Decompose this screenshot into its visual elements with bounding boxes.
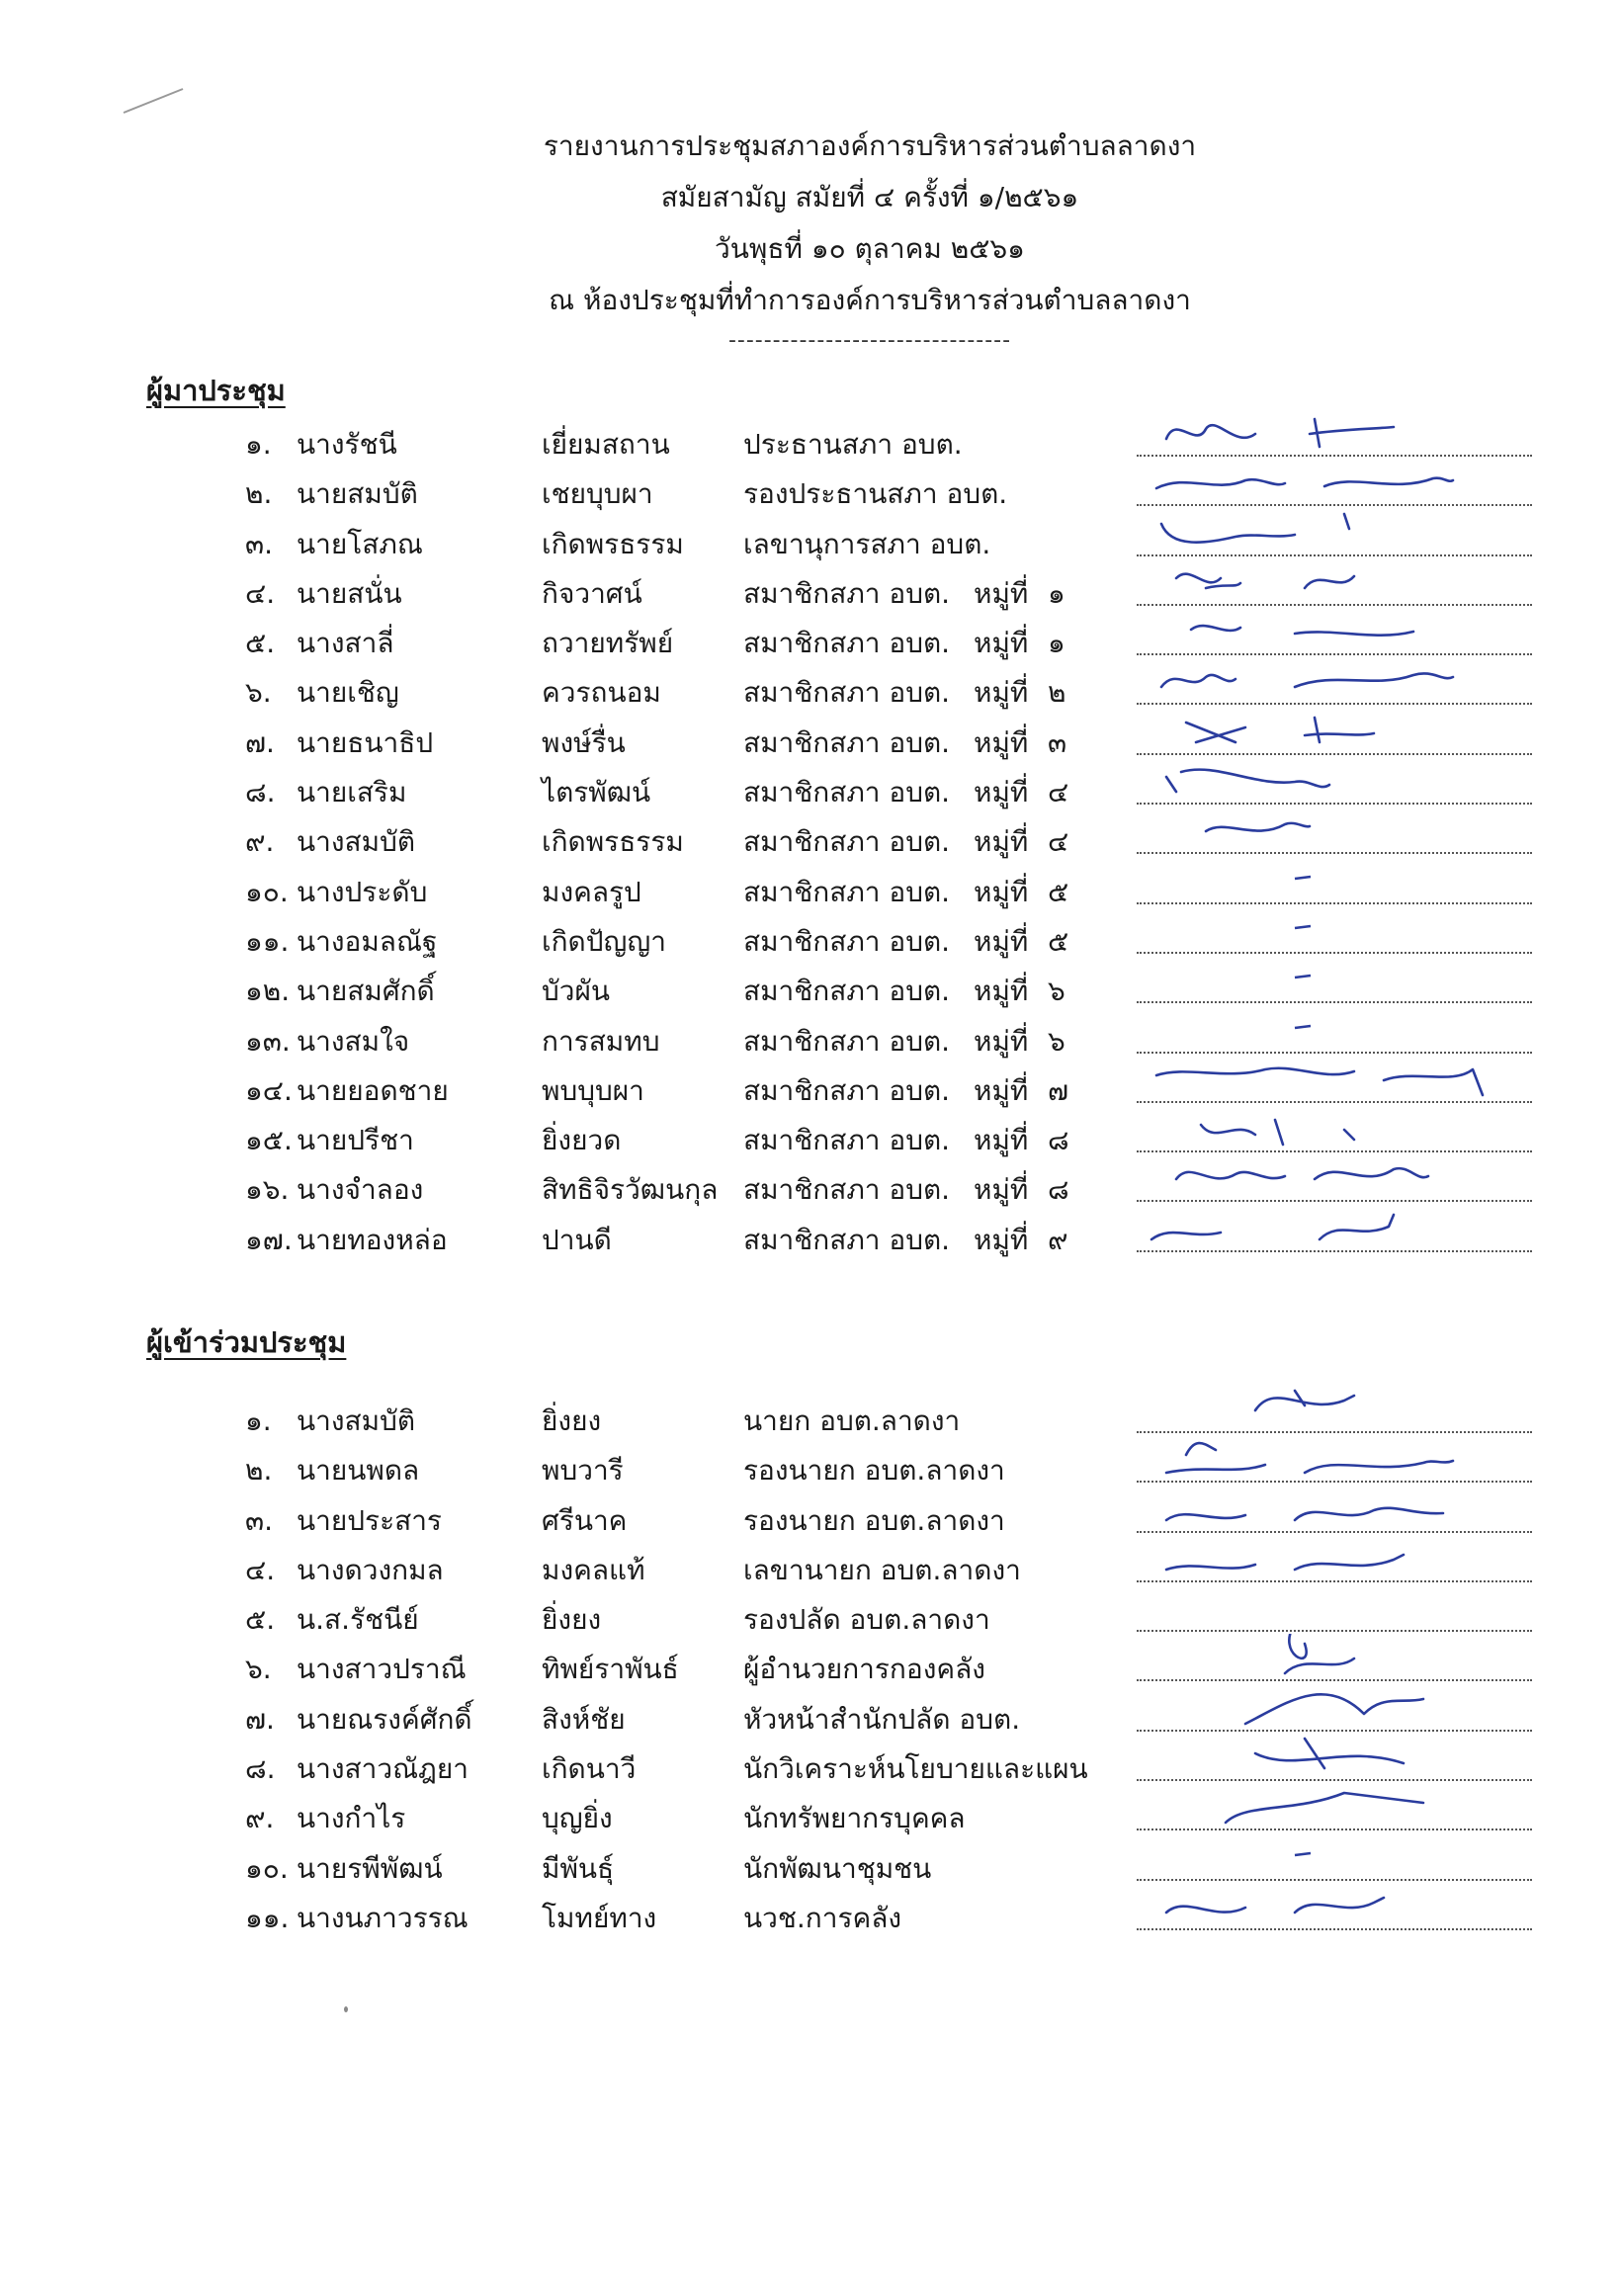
row-number: ๑๓. [245,1024,291,1058]
position: สมาชิกสภา อบต. [743,1124,951,1157]
attendee-row [0,515,1619,564]
village-number: ๔ [1048,825,1069,859]
first-name: นางสาลี่ [297,627,394,660]
row-number: ๑๐. [245,1851,289,1885]
position: สมาชิกสภา อบต. [743,1073,951,1107]
venue-line: ณ ห้องประชุมที่ทำการองค์การบริหารส่วนตำบลลาดงา [549,284,1191,316]
row-number: ๒. [245,1454,273,1488]
last-name: ไตรพัฒน์ [542,776,651,809]
row-number: ๑๒. [245,975,291,1008]
position: หัวหน้าสำนักปลัด อบต. [743,1702,1021,1736]
first-name: นายธนาธิป [297,725,434,759]
position: สมาชิกสภา อบต. [743,776,951,809]
signature [1147,1883,1532,1932]
row-number: ๑. [245,1404,272,1437]
last-name: โมทย์ทาง [542,1901,657,1934]
first-name: นางสมใจ [297,1024,410,1058]
position: นักทรัพยากรบุคคล [743,1802,966,1835]
position: นักวิเคราะห์นโยบายและแผน [743,1752,1088,1786]
village-label: หมู่ที่ [974,576,1029,610]
last-name: มงคลรูป [542,875,641,908]
row-number: ๕. [245,627,276,660]
row-number: ๓. [245,527,274,560]
participant-list [0,1392,1619,1938]
row-number: ๑. [245,428,272,461]
paper-speck [344,2006,348,2012]
last-name: พงษ์รื่น [542,725,626,759]
last-name: ถวายทรัพย์ [542,627,674,660]
signature [1147,1056,1532,1105]
first-name: นางสมบัติ [297,1404,416,1437]
participant-row [0,1441,1619,1490]
signature [1147,1386,1532,1435]
last-name: ควรถนอม [542,676,661,710]
last-name: พบวารี [542,1454,624,1488]
village-number: ๓ [1048,725,1067,759]
signature [1147,1734,1532,1783]
participant-row [0,1541,1619,1590]
village-number: ๕ [1048,875,1069,908]
position: สมาชิกสภา อบต. [743,725,951,759]
last-name: สิทธิจิรวัฒนกุล [542,1173,719,1207]
attendee-list [0,415,1619,1260]
first-name: นางจำลอง [297,1173,424,1207]
position: รองประธานสภา อบต. [743,477,1008,511]
row-number: ๔. [245,576,276,610]
signature-dash [1147,906,1532,956]
first-name: นางนภาวรรณ [297,1901,469,1934]
first-name: นายรพีพัฒน์ [297,1851,443,1885]
position: นวช.การคลัง [743,1901,902,1934]
first-name: น.ส.รัชนีย์ [297,1603,419,1637]
row-number: ๗. [245,1702,275,1736]
signature [1147,708,1532,757]
first-name: นายโสภณ [297,527,423,560]
signature [1147,1535,1532,1584]
last-name: สิงห์ชัย [542,1702,626,1736]
village-label: หมู่ที่ [974,725,1029,759]
signature [1147,1584,1532,1634]
village-label: หมู่ที่ [974,975,1029,1008]
position: สมาชิกสภา อบต. [743,676,951,710]
first-name: นางสาวณัฎยา [297,1752,469,1786]
position: เลขานายก อบต.ลาดงา [743,1553,1021,1586]
attendees-title: ผู้มาประชุม [146,374,286,407]
document-header [0,121,1619,356]
row-number: ๑๑. [245,1901,290,1934]
village-number: ๖ [1048,1024,1065,1058]
signature [1147,1435,1532,1485]
row-number: ๑๐. [245,875,289,908]
last-name: บัวผัน [542,975,611,1008]
signature [1147,1205,1532,1254]
position: สมาชิกสภา อบต. [743,875,951,908]
row-number: ๘. [245,1752,276,1786]
row-number: ๙. [245,1802,275,1835]
last-name: เกิดนาวี [542,1752,637,1786]
first-name: นายทองหล่อ [297,1223,448,1256]
row-number: ๑๔. [245,1073,293,1107]
village-label: หมู่ที่ [974,1073,1029,1107]
session-line: สมัยสามัญ สมัยที่ ๔ ครั้งที่ ๑/๒๕๖๑ [660,181,1079,213]
row-number: ๑๑. [245,924,290,958]
last-name: ยิ่งยง [542,1603,602,1637]
attendee-row [0,763,1619,812]
last-name: ยิ่งยง [542,1404,602,1437]
signature [1147,1105,1532,1154]
attendee-row [0,415,1619,465]
signature [1147,757,1532,807]
signature [1147,1154,1532,1204]
participant-row [0,1690,1619,1740]
first-name: นายสมศักดิ์ [297,975,435,1008]
paper-mark [119,83,188,123]
attendee-row [0,1211,1619,1260]
first-name: นายเชิญ [297,676,399,710]
position: สมาชิกสภา อบต. [743,825,951,859]
attendee-row [0,465,1619,514]
signature [1147,1486,1532,1535]
village-number: ๗ [1048,1073,1069,1107]
village-number: ๒ [1048,676,1066,710]
row-number: ๙. [245,825,275,859]
header-rule: -------------------------------- [727,328,1012,353]
village-label: หมู่ที่ [974,924,1029,958]
position: สมาชิกสภา อบต. [743,924,951,958]
last-name: การสมทบ [542,1024,660,1058]
position: สมาชิกสภา อบต. [743,1223,951,1256]
signature [1147,509,1532,558]
attendee-row [0,962,1619,1011]
participant-row [0,1491,1619,1541]
participants-title: ผู้เข้าร่วมประชุม [146,1325,347,1359]
village-number: ๘ [1048,1173,1069,1207]
attendee-row [0,714,1619,763]
last-name: มีพันธุ์ [542,1851,615,1885]
last-name: ทิพย์ราพันธ์ [542,1653,679,1686]
last-name: มงคลแท้ [542,1553,645,1586]
row-number: ๗. [245,725,275,759]
village-label: หมู่ที่ [974,776,1029,809]
first-name: นางรัชนี [297,428,397,461]
position: นักพัฒนาชุมชน [743,1851,932,1885]
attendee-row [0,1062,1619,1111]
first-name: นายณรงค์ศักดิ์ [297,1702,472,1736]
signature [1147,1634,1532,1683]
first-name: นายยอดชาย [297,1073,449,1107]
first-name: นายเสริม [297,776,407,809]
village-label: หมู่ที่ [974,1223,1029,1256]
position: รองปลัด อบต.ลาดงา [743,1603,990,1637]
report-title: รายงานการประชุมสภาองค์การบริหารส่วนตำบลลาดงา [543,129,1197,162]
village-label: หมู่ที่ [974,1173,1029,1207]
signature-dash [1147,857,1532,906]
village-number: ๙ [1048,1223,1068,1256]
row-number: ๖. [245,1653,272,1686]
village-label: หมู่ที่ [974,676,1029,710]
position: สมาชิกสภา อบต. [743,627,951,660]
signature [1147,657,1532,707]
village-number: ๑ [1048,576,1065,610]
participant-row [0,1392,1619,1441]
position: เลขานุการสภา อบต. [743,527,991,560]
last-name: เกิดพรธรรม [542,527,684,560]
village-label: หมู่ที่ [974,825,1029,859]
last-name: เกิดพรธรรม [542,825,684,859]
position: รองนายก อบต.ลาดงา [743,1454,1005,1488]
attendee-row [0,1160,1619,1210]
village-number: ๕ [1048,924,1069,958]
village-label: หมู่ที่ [974,627,1029,660]
last-name: เชยบุบผา [542,477,653,511]
village-number: ๘ [1048,1124,1069,1157]
attendee-row [0,1111,1619,1160]
participant-row [0,1740,1619,1789]
first-name: นายสนั่น [297,576,402,610]
attendee-row [0,564,1619,614]
first-name: นายประสาร [297,1503,442,1537]
row-number: ๒. [245,477,273,511]
row-number: ๓. [245,1503,274,1537]
village-label: หมู่ที่ [974,1124,1029,1157]
last-name: ยิ่งยวด [542,1124,622,1157]
row-number: ๘. [245,776,276,809]
participant-row [0,1789,1619,1838]
village-number: ๔ [1048,776,1069,809]
village-number: ๖ [1048,975,1065,1008]
first-name: นางประดับ [297,875,428,908]
signature [1147,1684,1532,1734]
row-number: ๑๕. [245,1124,293,1157]
last-name: กิจวาศน์ [542,576,642,610]
position: นายก อบต.ลาดงา [743,1404,961,1437]
signature [1147,1783,1532,1832]
attendee-row [0,863,1619,912]
last-name: ศรีนาค [542,1503,628,1537]
last-name: บุญยิ่ง [542,1802,613,1835]
last-name: พบบุบผา [542,1073,644,1107]
attendee-row [0,912,1619,962]
first-name: นายปรีชา [297,1124,414,1157]
signature-dash [1147,1833,1532,1883]
position: ประธานสภา อบต. [743,428,963,461]
signature [1147,459,1532,508]
first-name: นางอมลณัฐ [297,924,438,958]
row-number: ๔. [245,1553,276,1586]
village-label: หมู่ที่ [974,875,1029,908]
attendee-row [0,812,1619,862]
last-name: เกิดปัญญา [542,924,666,958]
first-name: นายนพดล [297,1454,420,1488]
signature-dash [1147,956,1532,1005]
first-name: นางสาวปราณี [297,1653,467,1686]
participant-row [0,1640,1619,1689]
attendee-row [0,614,1619,663]
signature-dash [1147,1006,1532,1056]
last-name: ปานดี [542,1223,612,1256]
first-name: นางสมบัติ [297,825,416,859]
first-name: นางดวงกมล [297,1553,444,1586]
position: สมาชิกสภา อบต. [743,1173,951,1207]
village-label: หมู่ที่ [974,1024,1029,1058]
attendee-row [0,663,1619,713]
last-name: เยี่ยมสถาน [542,428,670,461]
row-number: ๖. [245,676,272,710]
position: สมาชิกสภา อบต. [743,1024,951,1058]
position: สมาชิกสภา อบต. [743,576,951,610]
position: รองนายก อบต.ลาดงา [743,1503,1005,1537]
participant-row [0,1839,1619,1889]
position: ผู้อำนวยการกองคลัง [743,1653,985,1686]
signature [1147,608,1532,657]
signature [1147,807,1532,856]
row-number: ๑๖. [245,1173,290,1207]
first-name: นางกำไร [297,1802,406,1835]
signature [1147,558,1532,608]
row-number: ๑๗. [245,1223,293,1256]
first-name: นายสมบัติ [297,477,418,511]
participant-row [0,1590,1619,1640]
participant-row [0,1889,1619,1938]
date-line: วันพุธที่ ๑๐ ตุลาคม ๒๕๖๑ [715,232,1025,265]
signature [1147,409,1532,459]
position: สมาชิกสภา อบต. [743,975,951,1008]
village-number: ๑ [1048,627,1065,660]
attendee-row [0,1012,1619,1062]
row-number: ๕. [245,1603,276,1637]
